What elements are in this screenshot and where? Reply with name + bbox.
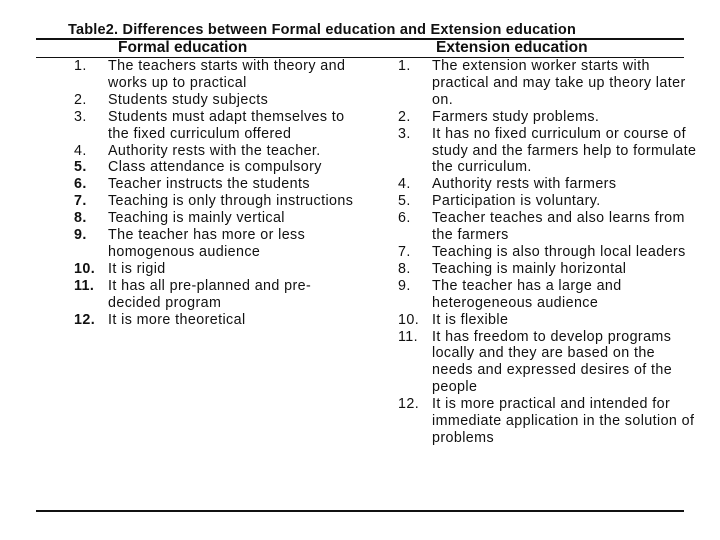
extension-education-header: Extension education [436,39,588,56]
list-item [398,126,698,177]
item-number: 1. [74,58,87,74]
item-text: Teaching is mainly horizontal [432,260,627,277]
item-number: 6. [74,176,87,193]
item-number: 6. [398,210,411,227]
item-number: 12. [398,396,420,413]
item-text: The teacher has more or less homogenous audience [108,227,306,260]
item-text: Teacher teaches and also learns from the farmers [432,210,685,244]
item-number: 4. [74,142,87,159]
item-number: 5. [398,193,411,210]
item-text: It is flexible [432,311,509,328]
item-number: 9. [398,277,411,294]
item-text: Teacher instructs the students [108,176,310,193]
bottom-rule [36,510,684,512]
item-number: 9. [74,227,87,244]
item-number: 8. [398,260,411,277]
list-item [74,312,364,329]
list-item [74,92,364,109]
item-text: It has freedom to develop programs locally and they are based on the needs and expressed desires of the people [432,328,673,396]
list-item [74,109,364,143]
item-number: 11. [398,328,419,345]
item-number: 3. [74,108,87,125]
list-item [74,227,364,261]
item-text: Class attendance is compulsory [108,159,322,176]
extension-education-list [398,58,698,447]
item-text: Farmers study problems. [432,108,600,125]
item-text: Authority rests with the teacher. [108,142,321,159]
list-item [398,210,698,244]
list-item [398,176,698,193]
item-number: 2. [74,91,87,108]
item-number: 1. [398,58,411,74]
item-text: Participation is voluntary. [432,193,601,210]
item-number: 7. [74,193,87,210]
item-number: 4. [398,176,411,193]
list-item [74,193,364,210]
list-item [74,143,364,160]
item-text: Students must adapt themselves to the fixed curriculum offered [108,108,345,142]
item-number: 7. [398,243,411,260]
formal-education-list [74,58,364,329]
list-item [398,58,698,109]
list-item [398,396,698,447]
list-item [74,159,364,176]
list-item [74,210,364,227]
list-item [398,278,698,312]
item-text: It is more practical and intended for immediate application in the solution of problems [432,396,695,446]
item-text: Authority rests with farmers [432,176,617,193]
item-number: 12. [74,311,96,328]
list-item [398,109,698,126]
item-text: Teaching is also through local leaders [432,243,686,260]
list-item [398,244,698,261]
list-item [398,261,698,278]
item-number: 8. [74,210,87,227]
list-item [74,176,364,193]
list-item [398,329,698,397]
item-text: The teacher has a large and heterogeneous audience [432,277,622,311]
table-caption: Table2. Differences between Formal education and Extension education [68,22,577,38]
list-item [74,261,364,278]
list-item [398,312,698,329]
item-number: 3. [398,125,411,142]
item-text: Students study subjects [108,91,269,108]
list-item [74,58,364,92]
item-text: It has all pre-planned and pre-decided program [108,277,312,311]
item-text: The extension worker starts with practical and may take up theory later on. [432,58,686,108]
list-item [74,278,364,312]
item-number: 10. [398,311,420,328]
item-number: 11. [74,277,95,294]
item-number: 2. [398,108,411,125]
formal-education-header: Formal education [118,39,248,56]
item-number: 10. [74,260,96,277]
item-text: Teaching is only through instructions [108,193,354,210]
item-text: It is more theoretical [108,311,246,328]
list-item [398,193,698,210]
item-number: 5. [74,159,87,176]
item-text: The teachers starts with theory and works up to practical [108,58,346,91]
item-text: It is rigid [108,260,166,277]
item-text: Teaching is mainly vertical [108,210,285,227]
item-text: It has no fixed curriculum or course of study and the farmers help to formulate the curriculum. [432,125,697,176]
